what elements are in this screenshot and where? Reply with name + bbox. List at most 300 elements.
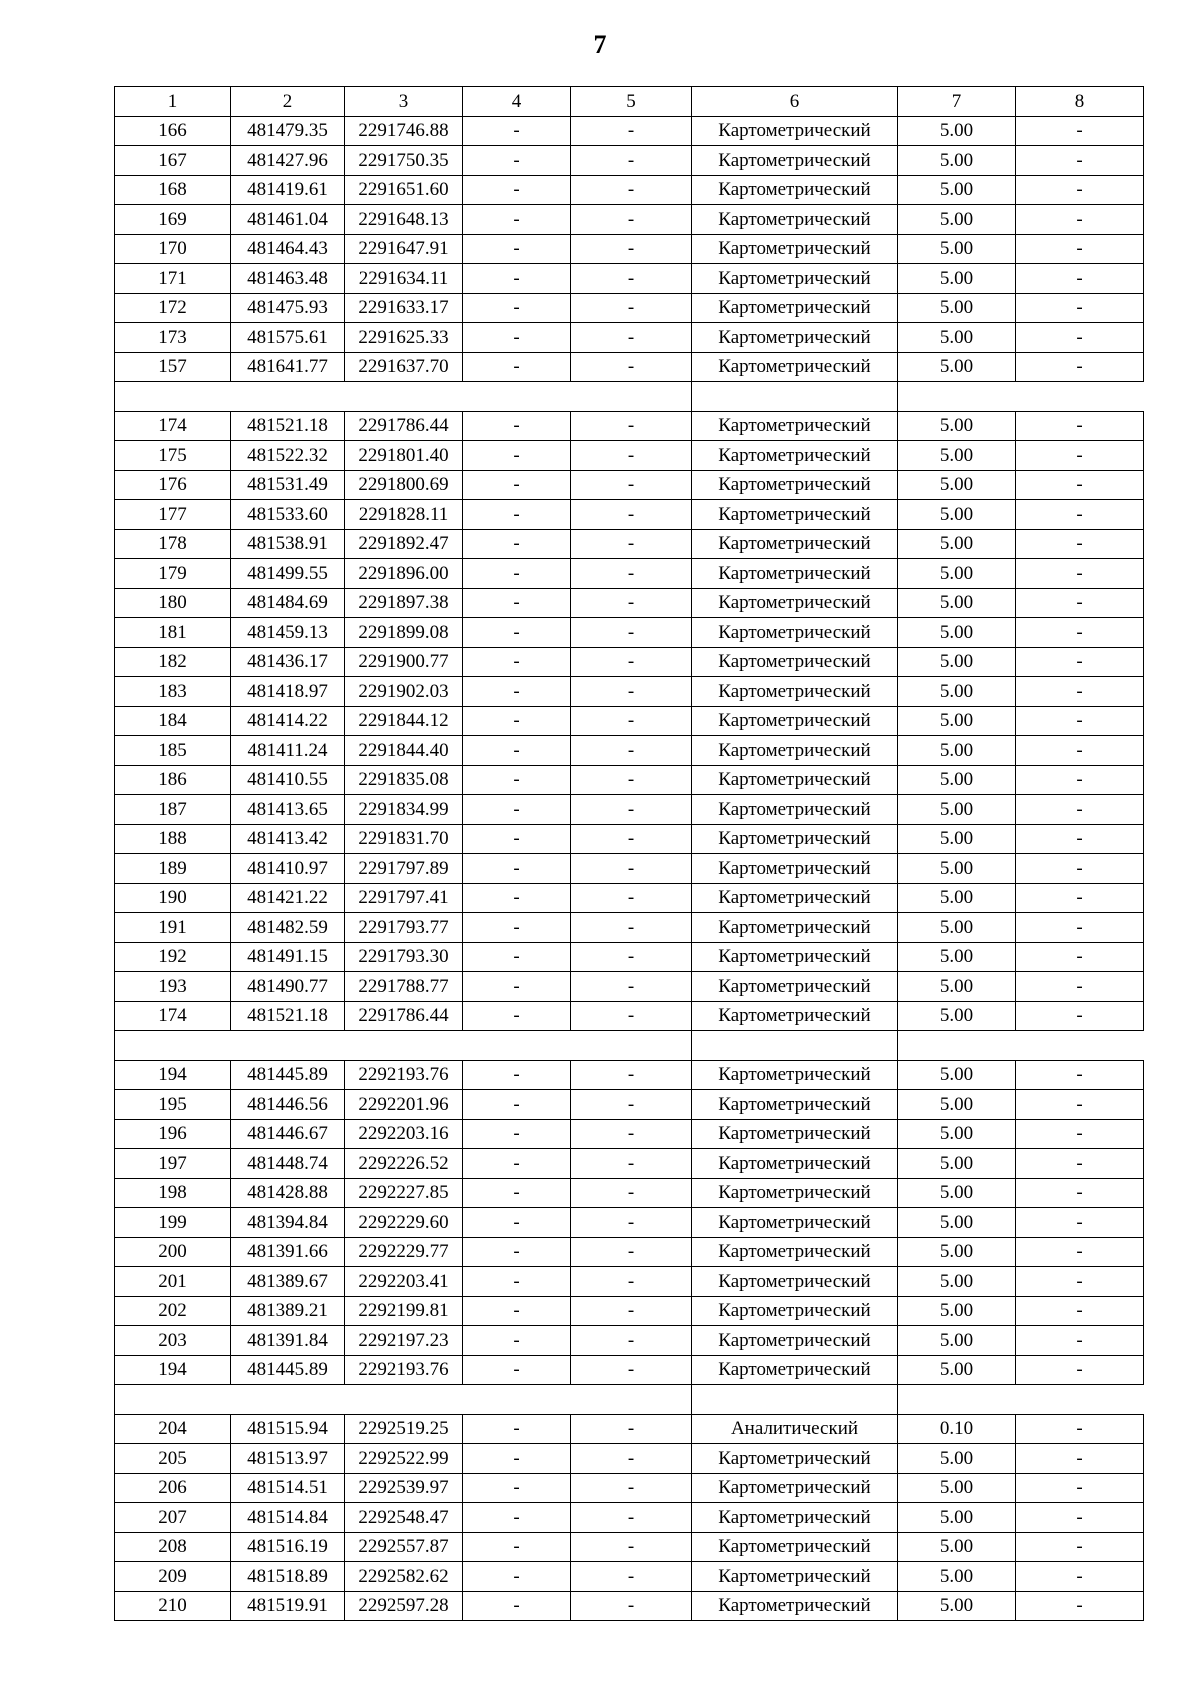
separator-cell (463, 1031, 571, 1061)
cell-col-4: - (463, 854, 571, 884)
cell-col-1: 175 (115, 441, 231, 471)
cell-col-3: 2291750.35 (345, 146, 463, 176)
cell-col-6: Картометрический (692, 146, 898, 176)
cell-col-6: Картометрический (692, 1296, 898, 1326)
cell-col-5: - (571, 116, 692, 146)
cell-col-1: 190 (115, 883, 231, 913)
cell-col-2: 481482.59 (231, 913, 345, 943)
cell-col-1: 179 (115, 559, 231, 589)
cell-col-6: Картометрический (692, 854, 898, 884)
table-row (115, 1473, 1144, 1503)
cell-col-6: Картометрический (692, 824, 898, 854)
cell-col-2: 481459.13 (231, 618, 345, 648)
cell-col-7: 5.00 (898, 736, 1016, 766)
cell-col-1: 197 (115, 1149, 231, 1179)
cell-col-8: - (1016, 1326, 1144, 1356)
table-row (115, 795, 1144, 825)
cell-col-6: Картометрический (692, 736, 898, 766)
cell-col-6: Картометрический (692, 264, 898, 294)
cell-col-1: 194 (115, 1355, 231, 1385)
cell-col-1: 176 (115, 470, 231, 500)
table-row (115, 706, 1144, 736)
separator-cell (115, 1385, 231, 1415)
cell-col-1: 174 (115, 411, 231, 441)
separator-cell (692, 382, 898, 412)
column-header-1: 1 (115, 87, 231, 117)
cell-col-4: - (463, 795, 571, 825)
cell-col-8: - (1016, 1562, 1144, 1592)
cell-col-3: 2292201.96 (345, 1090, 463, 1120)
cell-col-1: 209 (115, 1562, 231, 1592)
cell-col-2: 481491.15 (231, 942, 345, 972)
cell-col-2: 481389.67 (231, 1267, 345, 1297)
table-row (115, 175, 1144, 205)
cell-col-8: - (1016, 972, 1144, 1002)
cell-col-2: 481538.91 (231, 529, 345, 559)
cell-col-6: Картометрический (692, 175, 898, 205)
separator-cell (115, 1031, 231, 1061)
cell-col-3: 2291828.11 (345, 500, 463, 530)
cell-col-6: Картометрический (692, 116, 898, 146)
cell-col-6: Картометрический (692, 1267, 898, 1297)
cell-col-8: - (1016, 470, 1144, 500)
table-row (115, 883, 1144, 913)
cell-col-6: Картометрический (692, 913, 898, 943)
cell-col-8: - (1016, 1267, 1144, 1297)
cell-col-4: - (463, 1090, 571, 1120)
separator-cell (898, 1385, 1016, 1415)
cell-col-2: 481463.48 (231, 264, 345, 294)
cell-col-7: 5.00 (898, 913, 1016, 943)
table-row (115, 293, 1144, 323)
separator-cell (463, 382, 571, 412)
cell-col-4: - (463, 1326, 571, 1356)
table-row (115, 588, 1144, 618)
cell-col-5: - (571, 1090, 692, 1120)
cell-col-1: 185 (115, 736, 231, 766)
cell-col-6: Картометрический (692, 323, 898, 353)
cell-col-8: - (1016, 352, 1144, 382)
column-header-7: 7 (898, 87, 1016, 117)
table-row (115, 1001, 1144, 1031)
cell-col-1: 167 (115, 146, 231, 176)
cell-col-3: 2291800.69 (345, 470, 463, 500)
cell-col-7: 5.00 (898, 618, 1016, 648)
cell-col-1: 172 (115, 293, 231, 323)
cell-col-1: 187 (115, 795, 231, 825)
cell-col-6: Картометрический (692, 942, 898, 972)
cell-col-3: 2291834.99 (345, 795, 463, 825)
table-row (115, 913, 1144, 943)
table-row (115, 1414, 1144, 1444)
cell-col-3: 2291835.08 (345, 765, 463, 795)
cell-col-6: Картометрический (692, 1591, 898, 1621)
cell-col-7: 5.00 (898, 1532, 1016, 1562)
cell-col-6: Картометрический (692, 795, 898, 825)
cell-col-8: - (1016, 529, 1144, 559)
table-row (115, 736, 1144, 766)
cell-col-4: - (463, 765, 571, 795)
cell-col-7: 5.00 (898, 1503, 1016, 1533)
cell-col-6: Картометрический (692, 1149, 898, 1179)
cell-col-1: 207 (115, 1503, 231, 1533)
cell-col-4: - (463, 411, 571, 441)
table-row (115, 470, 1144, 500)
cell-col-2: 481414.22 (231, 706, 345, 736)
cell-col-7: 5.00 (898, 1149, 1016, 1179)
cell-col-3: 2291746.88 (345, 116, 463, 146)
cell-col-5: - (571, 942, 692, 972)
cell-col-7: 5.00 (898, 942, 1016, 972)
cell-col-5: - (571, 470, 692, 500)
cell-col-7: 5.00 (898, 529, 1016, 559)
cell-col-7: 5.00 (898, 1178, 1016, 1208)
cell-col-7: 5.00 (898, 706, 1016, 736)
table-row (115, 854, 1144, 884)
cell-col-1: 204 (115, 1414, 231, 1444)
cell-col-4: - (463, 1267, 571, 1297)
cell-col-4: - (463, 883, 571, 913)
cell-col-1: 183 (115, 677, 231, 707)
cell-col-5: - (571, 352, 692, 382)
cell-col-6: Картометрический (692, 588, 898, 618)
table-body (115, 116, 1144, 1621)
table-row (115, 1532, 1144, 1562)
cell-col-8: - (1016, 441, 1144, 471)
cell-col-3: 2292203.41 (345, 1267, 463, 1297)
table-row (115, 441, 1144, 471)
cell-col-2: 481641.77 (231, 352, 345, 382)
cell-col-3: 2291831.70 (345, 824, 463, 854)
cell-col-5: - (571, 1444, 692, 1474)
table-row (115, 765, 1144, 795)
cell-col-5: - (571, 1473, 692, 1503)
table-row (115, 1149, 1144, 1179)
cell-col-1: 192 (115, 942, 231, 972)
cell-col-7: 5.00 (898, 1444, 1016, 1474)
cell-col-2: 481445.89 (231, 1355, 345, 1385)
cell-col-8: - (1016, 234, 1144, 264)
cell-col-5: - (571, 1237, 692, 1267)
cell-col-7: 5.00 (898, 765, 1016, 795)
cell-col-8: - (1016, 1208, 1144, 1238)
cell-col-5: - (571, 441, 692, 471)
table-row (115, 500, 1144, 530)
cell-col-6: Картометрический (692, 1001, 898, 1031)
table-row (115, 972, 1144, 1002)
cell-col-6: Картометрический (692, 293, 898, 323)
cell-col-8: - (1016, 559, 1144, 589)
cell-col-1: 177 (115, 500, 231, 530)
cell-col-2: 481411.24 (231, 736, 345, 766)
cell-col-2: 481448.74 (231, 1149, 345, 1179)
cell-col-3: 2291786.44 (345, 411, 463, 441)
page-number: 7 (593, 30, 607, 59)
cell-col-7: 5.00 (898, 1267, 1016, 1297)
cell-col-7: 5.00 (898, 1208, 1016, 1238)
cell-col-8: - (1016, 1178, 1144, 1208)
separator-cell (231, 1031, 345, 1061)
cell-col-2: 481427.96 (231, 146, 345, 176)
cell-col-1: 182 (115, 647, 231, 677)
column-header-8: 8 (1016, 87, 1144, 117)
cell-col-5: - (571, 706, 692, 736)
cell-col-6: Картометрический (692, 1562, 898, 1592)
cell-col-5: - (571, 1208, 692, 1238)
cell-col-5: - (571, 1326, 692, 1356)
cell-col-2: 481531.49 (231, 470, 345, 500)
cell-col-8: - (1016, 1237, 1144, 1267)
table-row (115, 1060, 1144, 1090)
cell-col-2: 481521.18 (231, 1001, 345, 1031)
column-header-2: 2 (231, 87, 345, 117)
table-row (115, 1355, 1144, 1385)
cell-col-4: - (463, 1149, 571, 1179)
cell-col-2: 481499.55 (231, 559, 345, 589)
cell-col-5: - (571, 1149, 692, 1179)
cell-col-5: - (571, 146, 692, 176)
cell-col-4: - (463, 264, 571, 294)
separator-cell (231, 382, 345, 412)
cell-col-1: 173 (115, 323, 231, 353)
cell-col-2: 481516.19 (231, 1532, 345, 1562)
cell-col-7: 5.00 (898, 647, 1016, 677)
cell-col-5: - (571, 677, 692, 707)
cell-col-4: - (463, 234, 571, 264)
table-row (115, 1119, 1144, 1149)
cell-col-4: - (463, 1237, 571, 1267)
cell-col-3: 2291633.17 (345, 293, 463, 323)
cell-col-3: 2291793.30 (345, 942, 463, 972)
cell-col-4: - (463, 1562, 571, 1592)
cell-col-2: 481389.21 (231, 1296, 345, 1326)
cell-col-3: 2291634.11 (345, 264, 463, 294)
cell-col-4: - (463, 1503, 571, 1533)
cell-col-7: 5.00 (898, 824, 1016, 854)
cell-col-2: 481464.43 (231, 234, 345, 264)
cell-col-6: Картометрический (692, 677, 898, 707)
separator-cell (1016, 1385, 1144, 1415)
cell-col-3: 2292197.23 (345, 1326, 463, 1356)
cell-col-5: - (571, 972, 692, 1002)
cell-col-6: Картометрический (692, 883, 898, 913)
cell-col-5: - (571, 795, 692, 825)
cell-col-5: - (571, 1001, 692, 1031)
cell-col-8: - (1016, 795, 1144, 825)
separator-cell (571, 382, 692, 412)
cell-col-5: - (571, 234, 692, 264)
cell-col-6: Картометрический (692, 1326, 898, 1356)
separator-cell (898, 1031, 1016, 1061)
cell-col-8: - (1016, 824, 1144, 854)
cell-col-4: - (463, 1296, 571, 1326)
cell-col-5: - (571, 736, 692, 766)
cell-col-4: - (463, 529, 571, 559)
cell-col-6: Картометрический (692, 1503, 898, 1533)
cell-col-8: - (1016, 411, 1144, 441)
cell-col-2: 481515.94 (231, 1414, 345, 1444)
cell-col-7: 5.00 (898, 795, 1016, 825)
table-row (115, 824, 1144, 854)
cell-col-8: - (1016, 1473, 1144, 1503)
cell-col-5: - (571, 1178, 692, 1208)
cell-col-7: 5.00 (898, 146, 1016, 176)
cell-col-4: - (463, 1591, 571, 1621)
column-header-3: 3 (345, 87, 463, 117)
cell-col-6: Картометрический (692, 1208, 898, 1238)
cell-col-3: 2291896.00 (345, 559, 463, 589)
cell-col-8: - (1016, 1591, 1144, 1621)
cell-col-1: 169 (115, 205, 231, 235)
cell-col-3: 2292229.60 (345, 1208, 463, 1238)
table-row (115, 1503, 1144, 1533)
cell-col-6: Картометрический (692, 1444, 898, 1474)
cell-col-1: 188 (115, 824, 231, 854)
cell-col-5: - (571, 1591, 692, 1621)
cell-col-4: - (463, 736, 571, 766)
cell-col-6: Картометрический (692, 411, 898, 441)
cell-col-1: 168 (115, 175, 231, 205)
table-row (115, 352, 1144, 382)
cell-col-2: 481410.55 (231, 765, 345, 795)
column-header-6: 6 (692, 87, 898, 117)
cell-col-3: 2291892.47 (345, 529, 463, 559)
cell-col-7: 5.00 (898, 500, 1016, 530)
cell-col-4: - (463, 972, 571, 1002)
cell-col-8: - (1016, 116, 1144, 146)
table-row (115, 1444, 1144, 1474)
separator-cell (692, 1385, 898, 1415)
cell-col-8: - (1016, 942, 1144, 972)
cell-col-5: - (571, 411, 692, 441)
cell-col-2: 481391.66 (231, 1237, 345, 1267)
cell-col-4: - (463, 588, 571, 618)
cell-col-7: 5.00 (898, 1296, 1016, 1326)
cell-col-3: 2291897.38 (345, 588, 463, 618)
cell-col-4: - (463, 146, 571, 176)
cell-col-1: 196 (115, 1119, 231, 1149)
cell-col-6: Картометрический (692, 1090, 898, 1120)
cell-col-3: 2291899.08 (345, 618, 463, 648)
cell-col-8: - (1016, 765, 1144, 795)
table-row (115, 411, 1144, 441)
cell-col-4: - (463, 116, 571, 146)
cell-col-5: - (571, 323, 692, 353)
cell-col-5: - (571, 1414, 692, 1444)
cell-col-1: 178 (115, 529, 231, 559)
cell-col-7: 5.00 (898, 293, 1016, 323)
cell-col-1: 166 (115, 116, 231, 146)
cell-col-2: 481446.67 (231, 1119, 345, 1149)
table-row (115, 1267, 1144, 1297)
cell-col-3: 2291625.33 (345, 323, 463, 353)
cell-col-5: - (571, 588, 692, 618)
table-row (115, 323, 1144, 353)
cell-col-7: 5.00 (898, 1473, 1016, 1503)
cell-col-3: 2292199.81 (345, 1296, 463, 1326)
cell-col-1: 210 (115, 1591, 231, 1621)
cell-col-6: Картометрический (692, 1178, 898, 1208)
cell-col-2: 481421.22 (231, 883, 345, 913)
cell-col-4: - (463, 293, 571, 323)
cell-col-1: 170 (115, 234, 231, 264)
cell-col-4: - (463, 1532, 571, 1562)
cell-col-3: 2292519.25 (345, 1414, 463, 1444)
cell-col-8: - (1016, 1532, 1144, 1562)
cell-col-3: 2292227.85 (345, 1178, 463, 1208)
cell-col-1: 198 (115, 1178, 231, 1208)
cell-col-1: 205 (115, 1444, 231, 1474)
table-row (115, 1591, 1144, 1621)
cell-col-4: - (463, 1444, 571, 1474)
cell-col-2: 481413.65 (231, 795, 345, 825)
cell-col-7: 5.00 (898, 205, 1016, 235)
column-header-4: 4 (463, 87, 571, 117)
cell-col-2: 481513.97 (231, 1444, 345, 1474)
cell-col-7: 5.00 (898, 854, 1016, 884)
cell-col-4: - (463, 706, 571, 736)
cell-col-2: 481418.97 (231, 677, 345, 707)
cell-col-2: 481490.77 (231, 972, 345, 1002)
cell-col-1: 199 (115, 1208, 231, 1238)
cell-col-8: - (1016, 854, 1144, 884)
cell-col-3: 2292226.52 (345, 1149, 463, 1179)
cell-col-4: - (463, 1178, 571, 1208)
cell-col-7: 5.00 (898, 470, 1016, 500)
cell-col-7: 5.00 (898, 323, 1016, 353)
cell-col-4: - (463, 618, 571, 648)
separator-cell (345, 1031, 463, 1061)
cell-col-2: 481484.69 (231, 588, 345, 618)
cell-col-5: - (571, 205, 692, 235)
cell-col-4: - (463, 500, 571, 530)
cell-col-8: - (1016, 618, 1144, 648)
cell-col-5: - (571, 559, 692, 589)
separator-cell (463, 1385, 571, 1415)
cell-col-6: Картометрический (692, 618, 898, 648)
cell-col-7: 5.00 (898, 1562, 1016, 1592)
cell-col-7: 5.00 (898, 559, 1016, 589)
cell-col-3: 2291900.77 (345, 647, 463, 677)
cell-col-7: 5.00 (898, 1001, 1016, 1031)
cell-col-2: 481436.17 (231, 647, 345, 677)
cell-col-5: - (571, 1355, 692, 1385)
cell-col-5: - (571, 1267, 692, 1297)
cell-col-8: - (1016, 205, 1144, 235)
separator-cell (898, 382, 1016, 412)
cell-col-3: 2292548.47 (345, 1503, 463, 1533)
group-separator-row (115, 1385, 1144, 1415)
cell-col-6: Картометрический (692, 352, 898, 382)
cell-col-3: 2291637.70 (345, 352, 463, 382)
cell-col-3: 2291788.77 (345, 972, 463, 1002)
cell-col-3: 2292193.76 (345, 1060, 463, 1090)
separator-cell (345, 382, 463, 412)
cell-col-6: Картометрический (692, 205, 898, 235)
cell-col-4: - (463, 175, 571, 205)
table-row (115, 529, 1144, 559)
cell-col-4: - (463, 913, 571, 943)
cell-col-7: 5.00 (898, 1119, 1016, 1149)
cell-col-4: - (463, 647, 571, 677)
cell-col-3: 2291902.03 (345, 677, 463, 707)
cell-col-1: 181 (115, 618, 231, 648)
cell-col-3: 2291801.40 (345, 441, 463, 471)
cell-col-6: Картометрический (692, 529, 898, 559)
cell-col-7: 5.00 (898, 1237, 1016, 1267)
cell-col-4: - (463, 1001, 571, 1031)
coordinates-table (114, 86, 1144, 1621)
